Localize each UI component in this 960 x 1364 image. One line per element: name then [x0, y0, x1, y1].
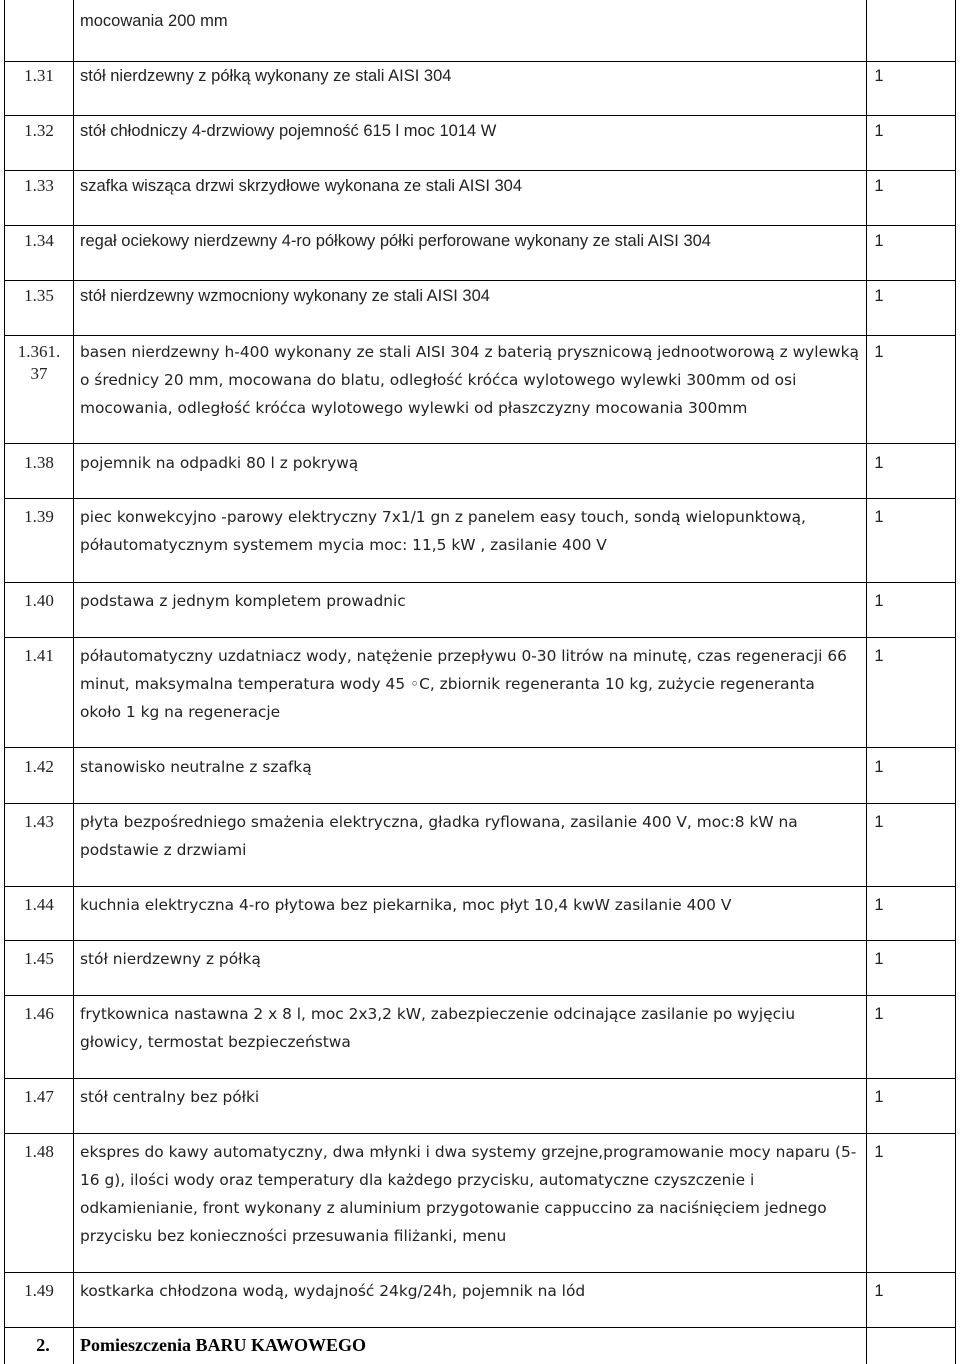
row-quantity: 1 — [874, 508, 884, 526]
row-divider — [4, 115, 956, 116]
row-description: stanowisko neutralne z szafką — [80, 758, 312, 776]
row-description: stół nierdzewny wzmocniony wykonany ze stali AISI 304 — [80, 287, 490, 305]
row-description: stół nierdzewny z półką wykonany ze stali AISI 304 — [80, 67, 452, 85]
row-quantity: 1 — [874, 343, 884, 361]
row-number: 1.38 — [24, 453, 54, 472]
row-quantity: 1 — [874, 813, 884, 831]
row-description: regał ociekowy nierdzewny 4-ro półkowy półki perforowane wykonany ze stali AISI 304 — [80, 232, 711, 250]
row-number-continued: 37 — [30, 364, 48, 383]
table-column-divider — [73, 0, 74, 1364]
row-divider — [4, 886, 956, 887]
row-divider — [4, 1272, 956, 1273]
row-description: stół chłodniczy 4-drzwiowy pojemność 615 l moc 1014 W — [80, 122, 497, 140]
row-description: podstawa z jednym kompletem prowadnic — [80, 592, 406, 610]
row-number: 1.35 — [24, 286, 54, 305]
table-column-divider — [866, 0, 867, 1364]
row-number: 1.49 — [24, 1281, 54, 1300]
row-number: 1.361. — [17, 342, 61, 361]
row-divider — [4, 225, 956, 226]
row-divider — [4, 582, 956, 583]
row-number: 1.39 — [24, 507, 54, 526]
row-quantity: 1 — [874, 177, 884, 195]
row-divider — [4, 335, 956, 336]
row-quantity: 1 — [874, 287, 884, 305]
row-divider — [4, 747, 956, 748]
row-quantity: 1 — [874, 647, 884, 665]
row-description: kuchnia elektryczna 4-ro płytowa bez piekarnika, moc płyt 10,4 kwW zasilanie 400 V — [80, 896, 732, 914]
row-description: frytkownica nastawna 2 x 8 l, moc 2x3,2 kW, zabezpieczenie odcinające zasilanie po wyjęciu głowicy, termostat bezpieczeństwa — [80, 1005, 796, 1051]
row-divider — [4, 995, 956, 996]
row-quantity: 1 — [874, 1088, 884, 1106]
section-title: Pomieszczenia BARU KAWOWEGO — [80, 1335, 366, 1355]
row-quantity: 1 — [874, 67, 884, 85]
row-number: 1.32 — [24, 121, 54, 140]
row-number: 1.45 — [24, 949, 54, 968]
row-divider — [4, 637, 956, 638]
row-description: piec konwekcyjno -parowy elektryczny 7x1/1 gn z panelem easy touch, sondą wielopunktową, półautomatycznym systemem mycia moc: 11,5 kW , zasilanie 400 V — [80, 508, 806, 554]
table-border-right — [955, 0, 956, 1364]
row-description: szafka wisząca drzwi skrzydłowe wykonana ze stali AISI 304 — [80, 177, 523, 195]
row-description: stół centralny bez półki — [80, 1088, 260, 1106]
row-number: 1.40 — [24, 591, 54, 610]
row-number: 1.33 — [24, 176, 54, 195]
row-number: 1.34 — [24, 231, 54, 250]
row-number: 1.41 — [24, 646, 54, 665]
row-number: 1.44 — [24, 895, 54, 914]
row-number: 1.31 — [24, 66, 54, 85]
row-number: 1.46 — [24, 1004, 54, 1023]
row-divider — [4, 940, 956, 941]
row-divider — [4, 280, 956, 281]
table-border-left — [4, 0, 5, 1364]
row-description: basen nierdzewny h-400 wykonany ze stali AISI 304 z baterią prysznicową jednootworową z wylewką o średnicy 20 mm, mocowana do blatu, odległość króćca wylotowego wylewki 300mm od osi mocowania, odległość króćca wylotowego wylewki od płaszczyzny mocowania 300mm — [80, 343, 859, 417]
row-description: pojemnik na odpadki 80 l z pokrywą — [80, 454, 359, 472]
section-number: 2. — [36, 1335, 50, 1355]
row-quantity: 1 — [874, 1005, 884, 1023]
row-divider — [4, 1327, 956, 1328]
row-quantity: 1 — [874, 896, 884, 914]
row-quantity: 1 — [874, 1282, 884, 1300]
row-quantity: 1 — [874, 122, 884, 140]
row-divider — [4, 170, 956, 171]
row-quantity: 1 — [874, 1143, 884, 1161]
row-divider — [4, 498, 956, 499]
row-number: 1.47 — [24, 1087, 54, 1106]
row-description: kostkarka chłodzona wodą, wydajność 24kg/24h, pojemnik na lód — [80, 1282, 586, 1300]
row-quantity: 1 — [874, 950, 884, 968]
row-description: stół nierdzewny z półką — [80, 950, 261, 968]
continued-description: mocowania 200 mm — [80, 12, 228, 30]
row-number: 1.42 — [24, 757, 54, 776]
row-quantity: 1 — [874, 454, 884, 472]
row-quantity: 1 — [874, 232, 884, 250]
row-divider — [4, 443, 956, 444]
row-description: płyta bezpośredniego smażenia elektryczna, gładka ryflowana, zasilanie 400 V, moc:8 kW na podstawie z drzwiami — [80, 813, 798, 859]
row-description: ekspres do kawy automatyczny, dwa młynki i dwa systemy grzejne,programowanie mocy naparu (5-16 g), ilości wody oraz temperatury dla każdego przycisku, automatyczne czyszczenie i odkamienianie, front wykonany z aluminium przygotowanie cappuccino za naciśnięciem jednego przycisku bez konieczności przesuwania filiżanki, menu — [80, 1143, 857, 1245]
row-divider — [4, 1078, 956, 1079]
row-divider — [4, 1133, 956, 1134]
row-description: półautomatyczny uzdatniacz wody, natężenie przepływu 0-30 litrów na minutę, czas regeneracji 66 minut, maksymalna temperatura wody 45 ◦C, zbiornik regeneranta 10 kg, zużycie regeneranta około 1 kg na regeneracje — [80, 647, 847, 721]
row-number: 1.48 — [24, 1142, 54, 1161]
row-divider — [4, 803, 956, 804]
row-quantity: 1 — [874, 592, 884, 610]
row-number: 1.43 — [24, 812, 54, 831]
row-quantity: 1 — [874, 758, 884, 776]
